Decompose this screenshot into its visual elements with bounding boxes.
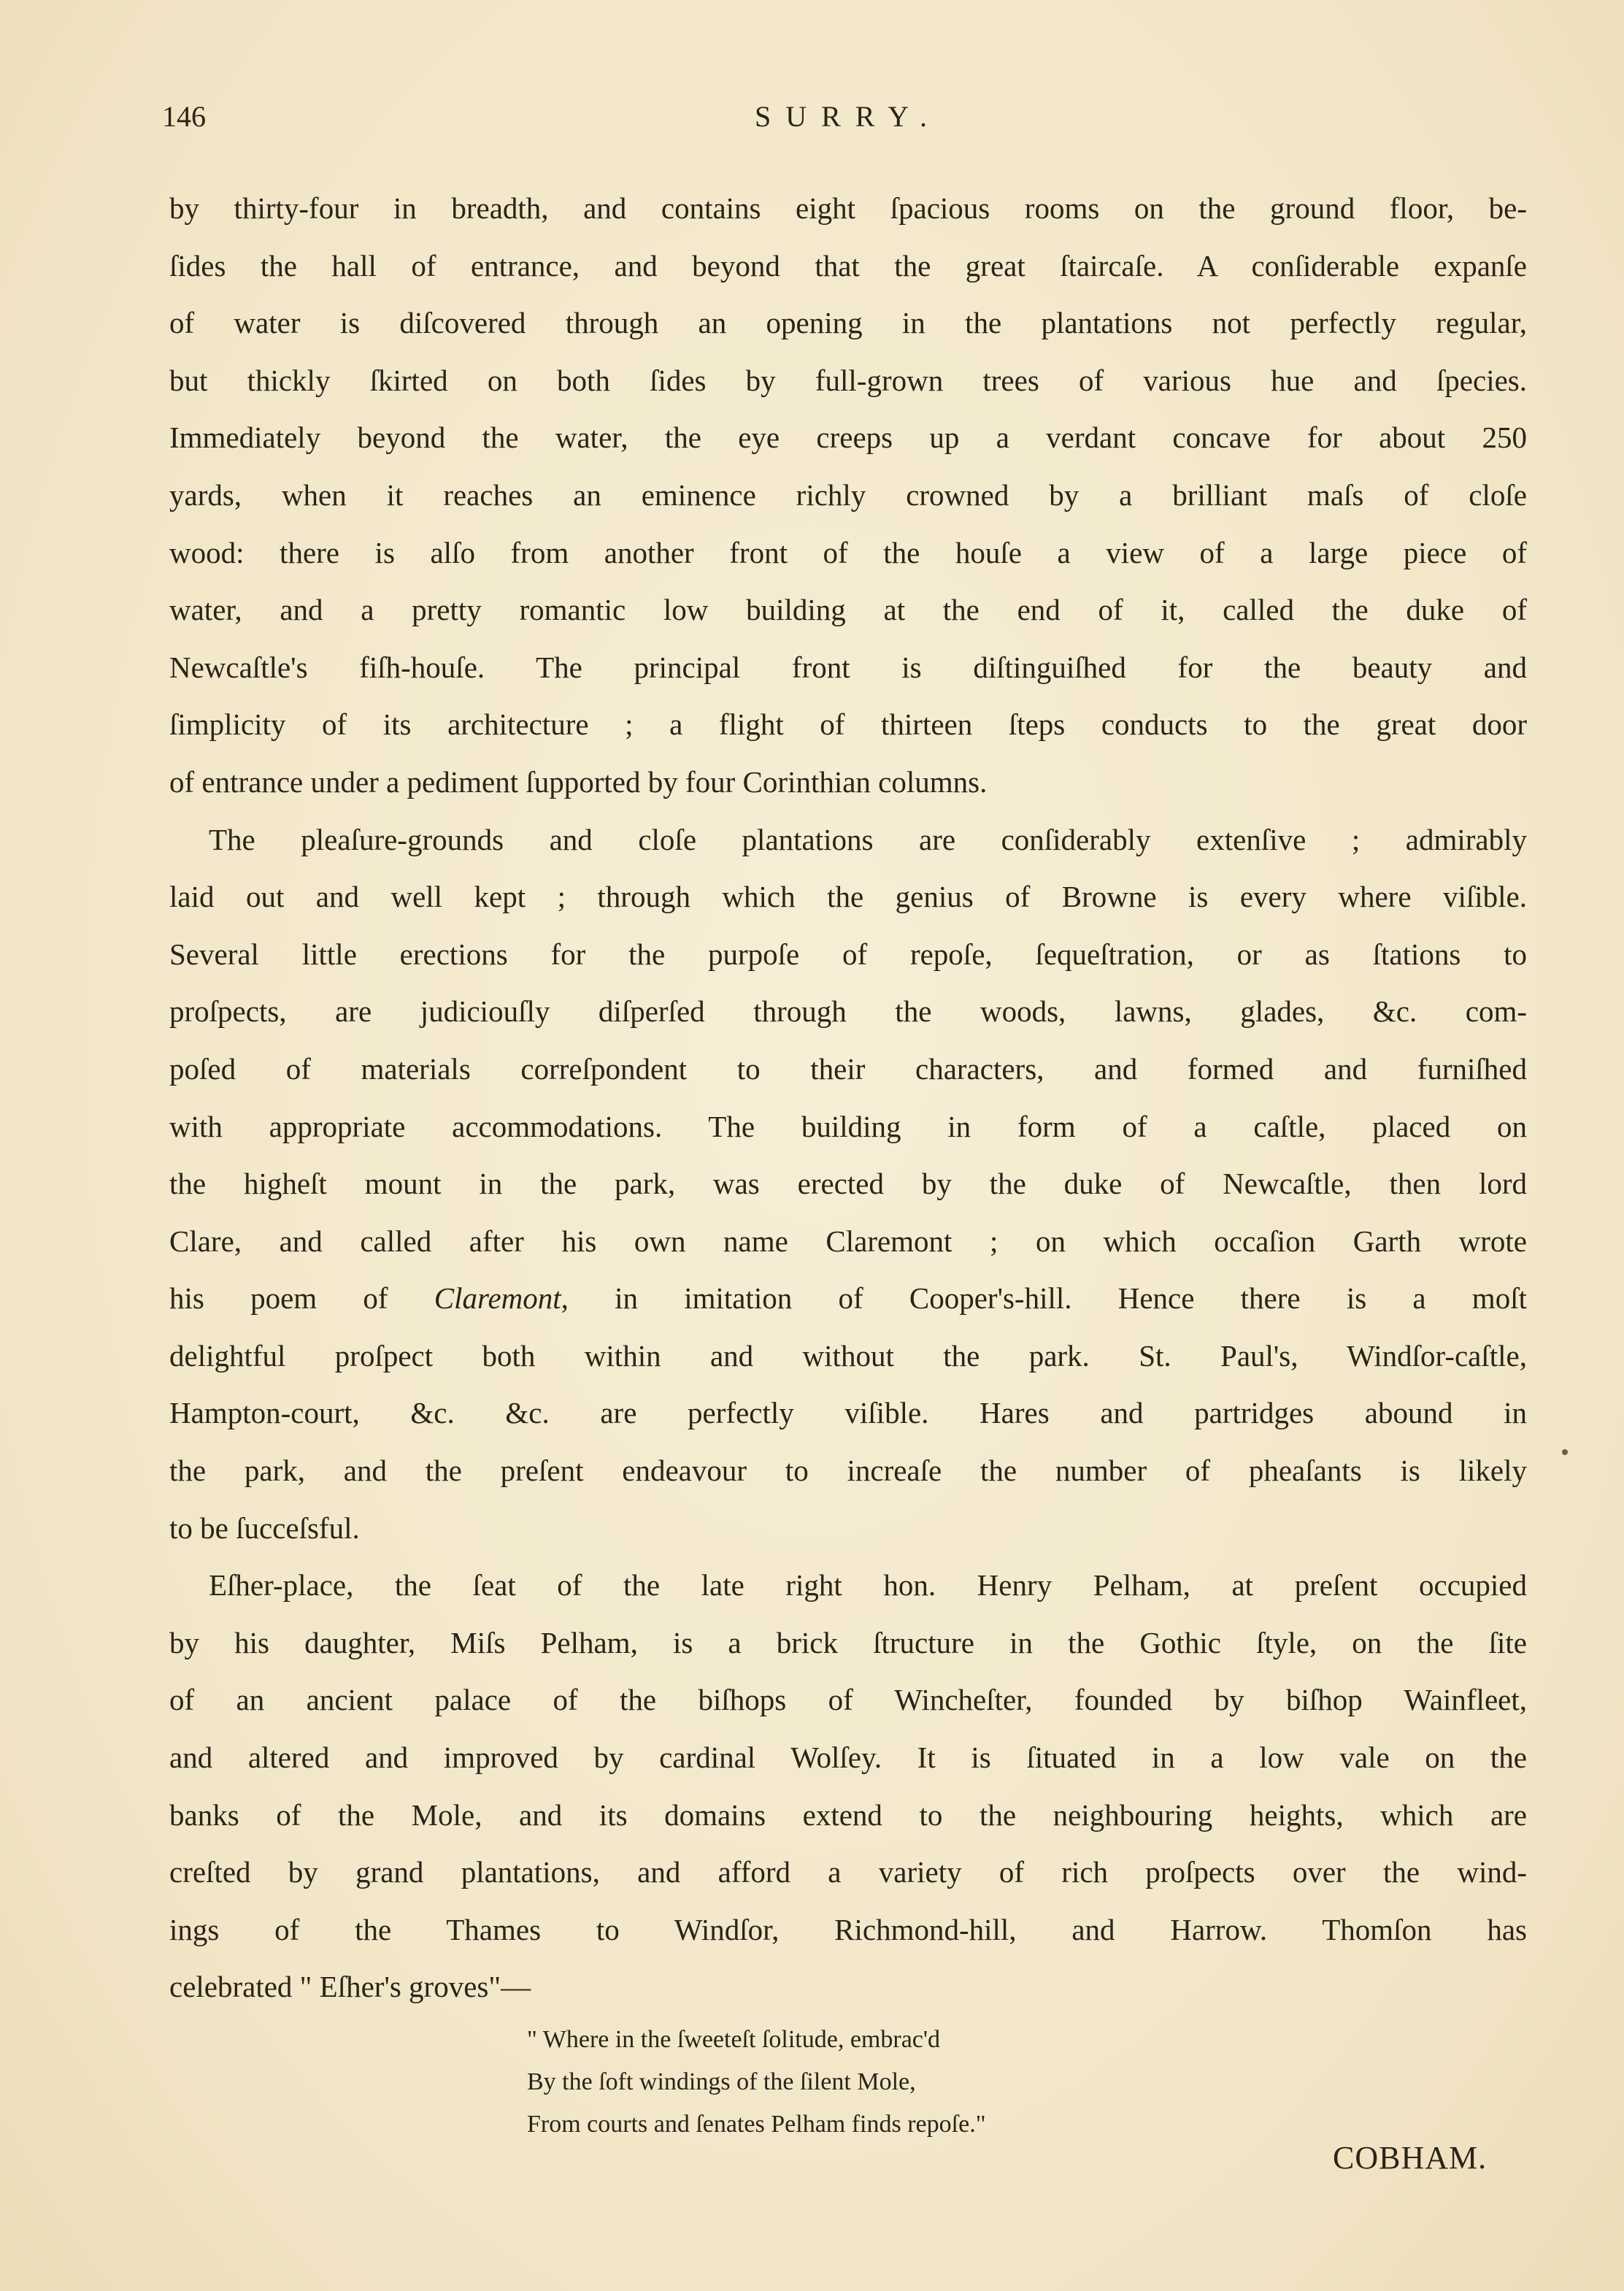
- text-line: poſed of materials correſpondent to their characters, and formed and furniſhed: [169, 1051, 1527, 1086]
- text-line: his poem of Claremont, in imitation of Cooper's-hill. Hence there is a moſt: [169, 1281, 1527, 1316]
- text-line: and altered and improved by cardinal Wolſey. It is ſituated in a low vale on the: [169, 1741, 1527, 1775]
- running-head: SURRY.: [754, 100, 942, 133]
- text-line: ſides the hall of entrance, and beyond that the great ſtaircaſe. A conſiderable expanſe: [169, 248, 1527, 283]
- text-line: ſimplicity of its architecture ; a flight of thirteen ſteps conducts to the great door: [169, 707, 1527, 742]
- text-line: ings of the Thames to Windſor, Richmond-hill, and Harrow. Thomſon has: [169, 1912, 1527, 1946]
- text-line: of an ancient palace of the biſhops of Wincheſter, founded by biſhop Wainfleet,: [169, 1683, 1527, 1717]
- text-line: laid out and well kept ; through which the genius of Browne is every where viſible.: [169, 880, 1527, 914]
- text-line: of entrance under a pediment ſupported by four Corinthian columns.: [169, 764, 988, 799]
- text-line: celebrated " Eſher's groves"—: [169, 1970, 531, 2004]
- text-line: creſted by grand plantations, and afford a variety of rich proſpects over the wind-: [169, 1855, 1527, 1889]
- text-line: by thirty-four in breadth, and contains eight ſpacious rooms on the ground floor, be-: [169, 191, 1527, 225]
- text-line: The pleaſure-grounds and cloſe plantations are conſiderably extenſive ; admirably: [209, 822, 1527, 856]
- poem-line: From courts and ſenates Pelham finds repoſe.": [527, 2111, 986, 2138]
- text-line: water, and a pretty romantic low building at the end of it, called the duke of: [169, 593, 1527, 627]
- text-line: to be ſucceſsful.: [169, 1511, 360, 1545]
- text-line: Several little erections for the purpoſe of repoſe, ſequeſtration, or as ſtations to: [169, 937, 1527, 971]
- poem-quotation: [527, 2019, 1184, 2146]
- text-line: Newcaſtle's fiſh-houſe. The principal front is diſtinguiſhed for the beauty and: [169, 650, 1527, 684]
- body-text: [169, 180, 1527, 2016]
- margin-mark: [1562, 1449, 1568, 1455]
- text-line: Immediately beyond the water, the eye creeps up a verdant concave for about 250: [169, 421, 1527, 455]
- poem-line: " Where in the ſweeteſt ſolitude, embrac'd: [527, 2026, 940, 2053]
- text-line: the park, and the preſent endeavour to increaſe the number of pheaſants is likely: [169, 1454, 1527, 1488]
- page-number: 146: [162, 100, 206, 133]
- text-line: Clare, and called after his own name Claremont ; on which occaſion Garth wrote: [169, 1224, 1527, 1258]
- text-line: of water is diſcovered through an opening in the plantations not perfectly regular,: [169, 306, 1527, 340]
- paragraph-1: [169, 180, 1527, 811]
- text-line: yards, when it reaches an eminence richly crowned by a brilliant maſs of cloſe: [169, 477, 1527, 512]
- text-line: but thickly ſkirted on both ſides by full-grown trees of various hue and ſpecies.: [169, 363, 1527, 397]
- text-line: banks of the Mole, and its domains extend to the neighbouring heights, which are: [169, 1797, 1527, 1832]
- text-line: proſpects, are judiciouſly diſperſed through the woods, lawns, glades, &c. com-: [169, 994, 1527, 1029]
- paragraph-2: [169, 811, 1527, 1557]
- catchword: COBHAM.: [1333, 2140, 1488, 2176]
- text-line: the higheſt mount in the park, was erected by the duke of Newcaſtle, then lord: [169, 1167, 1527, 1201]
- text-line: delightful proſpect both within and without the park. St. Paul's, Windſor-caſtle,: [169, 1338, 1527, 1373]
- poem-line: By the ſoft windings of the ſilent Mole,: [527, 2068, 916, 2095]
- text-line: Hampton-court, &c. &c. are perfectly viſible. Hares and partridges abound in: [169, 1396, 1527, 1430]
- italic-title: Claremont: [434, 1281, 561, 1316]
- text-line: wood: there is alſo from another front of the houſe a view of a large piece of: [169, 535, 1527, 569]
- text-line: Eſher-place, the ſeat of the late right hon. Henry Pelham, at preſent occupied: [209, 1568, 1527, 1603]
- page-header: [162, 99, 1534, 143]
- text-line: with appropriate accommodations. The building in form of a caſtle, placed on: [169, 1109, 1527, 1143]
- paragraph-3: [169, 1557, 1527, 2016]
- text-line: by his daughter, Miſs Pelham, is a brick ſtructure in the Gothic ſtyle, on the ſite: [169, 1625, 1527, 1659]
